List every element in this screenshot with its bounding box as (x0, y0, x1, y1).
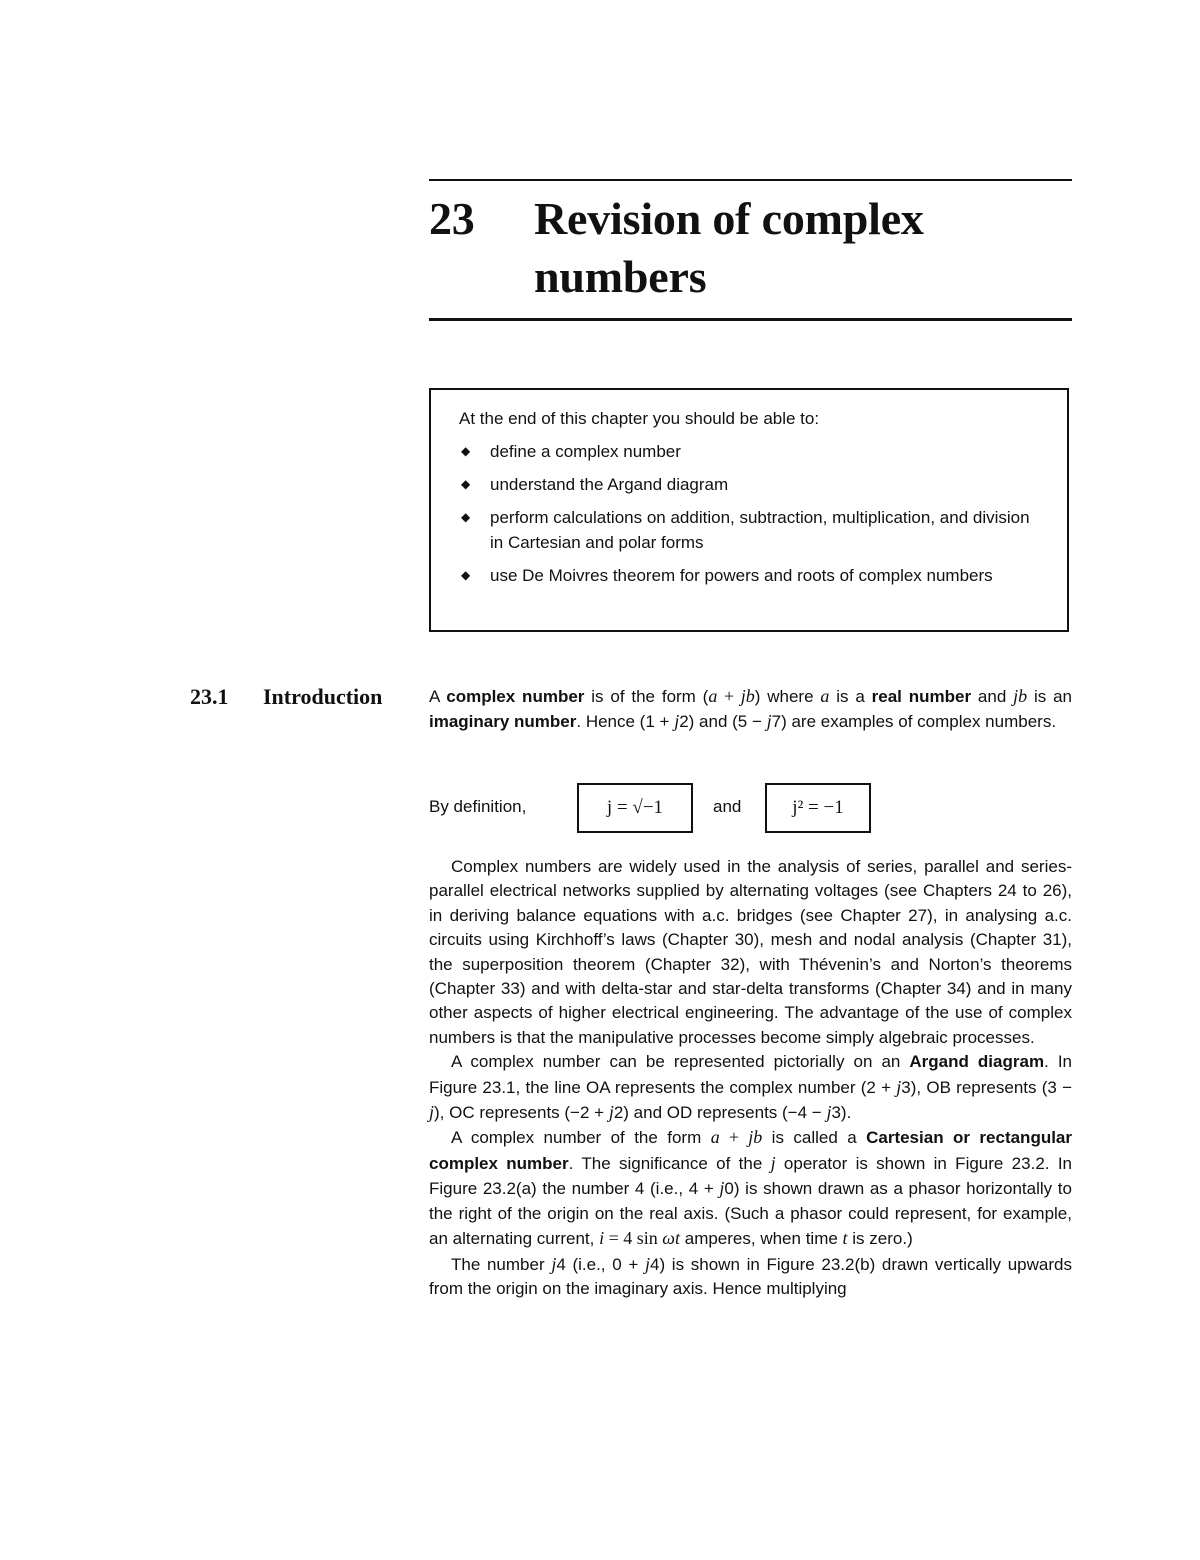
definition-equation-j-squared: j² = −1 (765, 783, 871, 833)
definition-and: and (713, 797, 742, 816)
objective-text: use De Moivres theorem for powers and roots of complex numbers (490, 566, 993, 585)
section-number: 23.1 (190, 684, 229, 709)
objective-text: understand the Argand diagram (490, 475, 729, 494)
section-heading (190, 684, 382, 710)
objective-text: perform calculations on addition, subtraction, multiplication, and division in Cartesian and polar forms (490, 508, 1030, 552)
paragraph-j-operator: The number j4 (i.e., 0 + j4) is shown in Figure 23.2(b) drawn vertically upwards from the origin on the imaginary axis. Hence multiplying (429, 1253, 1072, 1298)
paragraph-applications: Complex numbers are widely used in the analysis of series, parallel and series-parallel electrical networks supplied by alternating voltages (see Chapters 24 to 26), in deriving balance equations with a.c. bridges (see Chapter 27), in analysing a.c. circuits using Kirchhoff’s laws (Chapter 30), mesh and nodal analysis (Chapter 31), the superposition theorem (Chapter 32), with Thévenin’s and Norton’s theorems (Chapter 33) and with delta-star and star-delta transforms (Chapter 34) and in many other aspects of higher electrical engineering. The advantage of the use of complex numbers is that the manipulative processes become simply algebraic processes. (429, 857, 1072, 1047)
diamond-bullet-icon: ◆ (461, 510, 471, 524)
definition-row (429, 783, 1072, 833)
objectives-list (459, 439, 1039, 596)
chapter-title-line-1: Revision of complex (534, 193, 924, 244)
objectives-intro: At the end of this chapter you should be able to: (459, 409, 820, 428)
definition-equation-j: j = √−1 (577, 783, 693, 833)
intro-paragraph: A complex number is of the form (a + jb) where a is a real number and jb is an imaginary number. Hence (1 + j2) and (5 − j7) are examples of complex numbers. (429, 686, 1073, 732)
learning-objectives-box (429, 388, 1069, 632)
paragraph-cartesian: A complex number of the form a + jb is called a Cartesian or rectangular complex number. The significance of the j operator is shown in Figure 23.2. In Figure 23.2(a) the number 4 (i.e., 4 + j0) is shown drawn as a phasor horizontally to the right of the origin on the real axis. (Such a phasor could represent, for example, an alternating current, i = 4 sin ωt amperes, when time t is zero.) (429, 1127, 1073, 1249)
top-rule (429, 179, 1072, 181)
chapter-title-line-2: numbers (534, 251, 707, 302)
objective-text: define a complex number (490, 442, 681, 461)
bottom-rule (429, 318, 1072, 321)
section-title: Introduction (263, 684, 383, 709)
definition-label: By definition, (429, 797, 527, 816)
objective-item (459, 472, 1039, 497)
chapter-number: 23 (429, 193, 475, 244)
diamond-bullet-icon: ◆ (461, 477, 471, 491)
paragraph-argand: A complex number can be represented pictorially on an Argand diagram. In Figure 23.1, the line OA represents the complex number (2 + j3), OB represents (3 − j), OC represents (−2 + j2) and OD represents (−4 − j3). (429, 1052, 1073, 1123)
body-paragraphs (429, 855, 1072, 1301)
diamond-bullet-icon: ◆ (461, 444, 471, 458)
objective-item (459, 439, 1039, 464)
objective-item (459, 505, 1039, 555)
diamond-bullet-icon: ◆ (461, 568, 471, 582)
objective-item (459, 563, 1039, 588)
